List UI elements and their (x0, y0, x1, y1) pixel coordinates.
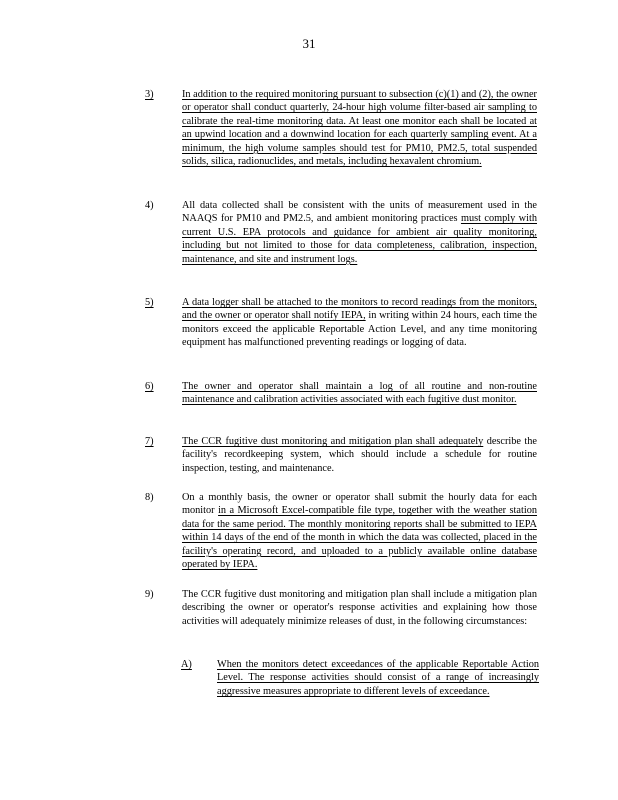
item-text-underlined: in a Microsoft Excel-compatible file type, together with the weather station data for the same period. The monthly monitoring reports shall be submitted to IEPA within 14 days of the end of the month in which the data was collected, placed in the facility's operating record, and uploaded to a publicly available online database operated by IEPA. (182, 505, 538, 571)
item-text: In addition to the required monitoring pursuant to subsection (c)(1) and (2), the owner or operator shall conduct quarterly, 24-hour high volume filter-based air sampling to calibrate the real-time monitoring data. At least one monitor each shall be located at an upwind location and a downwind location for each quarterly sampling event. At a minimum, the high volume samples should test for PM10, PM2.5, total suspended solids, silica, radionuclides, and metals, including hexavalent chromium. (182, 89, 537, 168)
item-number: 5) (145, 297, 154, 308)
item-number: 9) (145, 589, 154, 600)
item-text: The CCR fugitive dust monitoring and mitigation plan shall include a mitigation plan describing the owner or operator's response activities and explaining how those activities will adequately minimize releases of dust, in the following circumstances: (182, 589, 537, 627)
item-text-plain: describe the facility's recordkeeping system, which should include a schedule for routine inspection, testing, and maintenance. (182, 436, 538, 474)
item-text (182, 491, 537, 571)
item-number: 8) (145, 492, 154, 503)
item-text-underlined: The CCR fugitive dust monitoring and mitigation plan shall adequately (182, 436, 484, 447)
item-number: 7) (145, 436, 154, 447)
item-text-underlined: must comply with current U.S. EPA protocols and guidance for ambient air quality monitoring, including but not limited to those for data completeness, calibration, inspection, maintenance, and site and instrument logs. (182, 213, 537, 265)
item-number: 4) (145, 200, 154, 211)
item-text (182, 199, 537, 266)
sub-item-number: A) (181, 659, 192, 670)
sub-item-text: When the monitors detect exceedances of the applicable Reportable Action Level. The response activities should consist of a range of increasingly aggressive measures appropriate to different levels of exceedance. (217, 659, 539, 697)
item-text (182, 435, 537, 475)
page-number: 31 (302, 36, 316, 51)
item-text-plain: All data collected shall be consistent with the units of measurement used in the NAAQS for PM10 and PM2.5, and ambient monitoring practices (182, 200, 537, 225)
item-number: 3) (145, 89, 154, 100)
item-text-plain: in writing within 24 hours, each time the monitors exceed the applicable Reportable Action Level, and any time monitoring equipment has malfunctioned preventing readings or logging of data. (182, 310, 537, 349)
item-text-plain: On a monthly basis, the owner or operator shall submit the hourly data for each monitor (182, 492, 537, 517)
item-text (182, 296, 537, 350)
item-number: 6) (145, 381, 154, 392)
item-text: The owner and operator shall maintain a log of all routine and non-routine maintenance and calibration activities associated with each fugitive dust monitor. (182, 381, 537, 406)
item-text-underlined: A data logger shall be attached to the monitors to record readings from the monitors, and the owner or operator shall notify IEPA, (182, 297, 537, 322)
